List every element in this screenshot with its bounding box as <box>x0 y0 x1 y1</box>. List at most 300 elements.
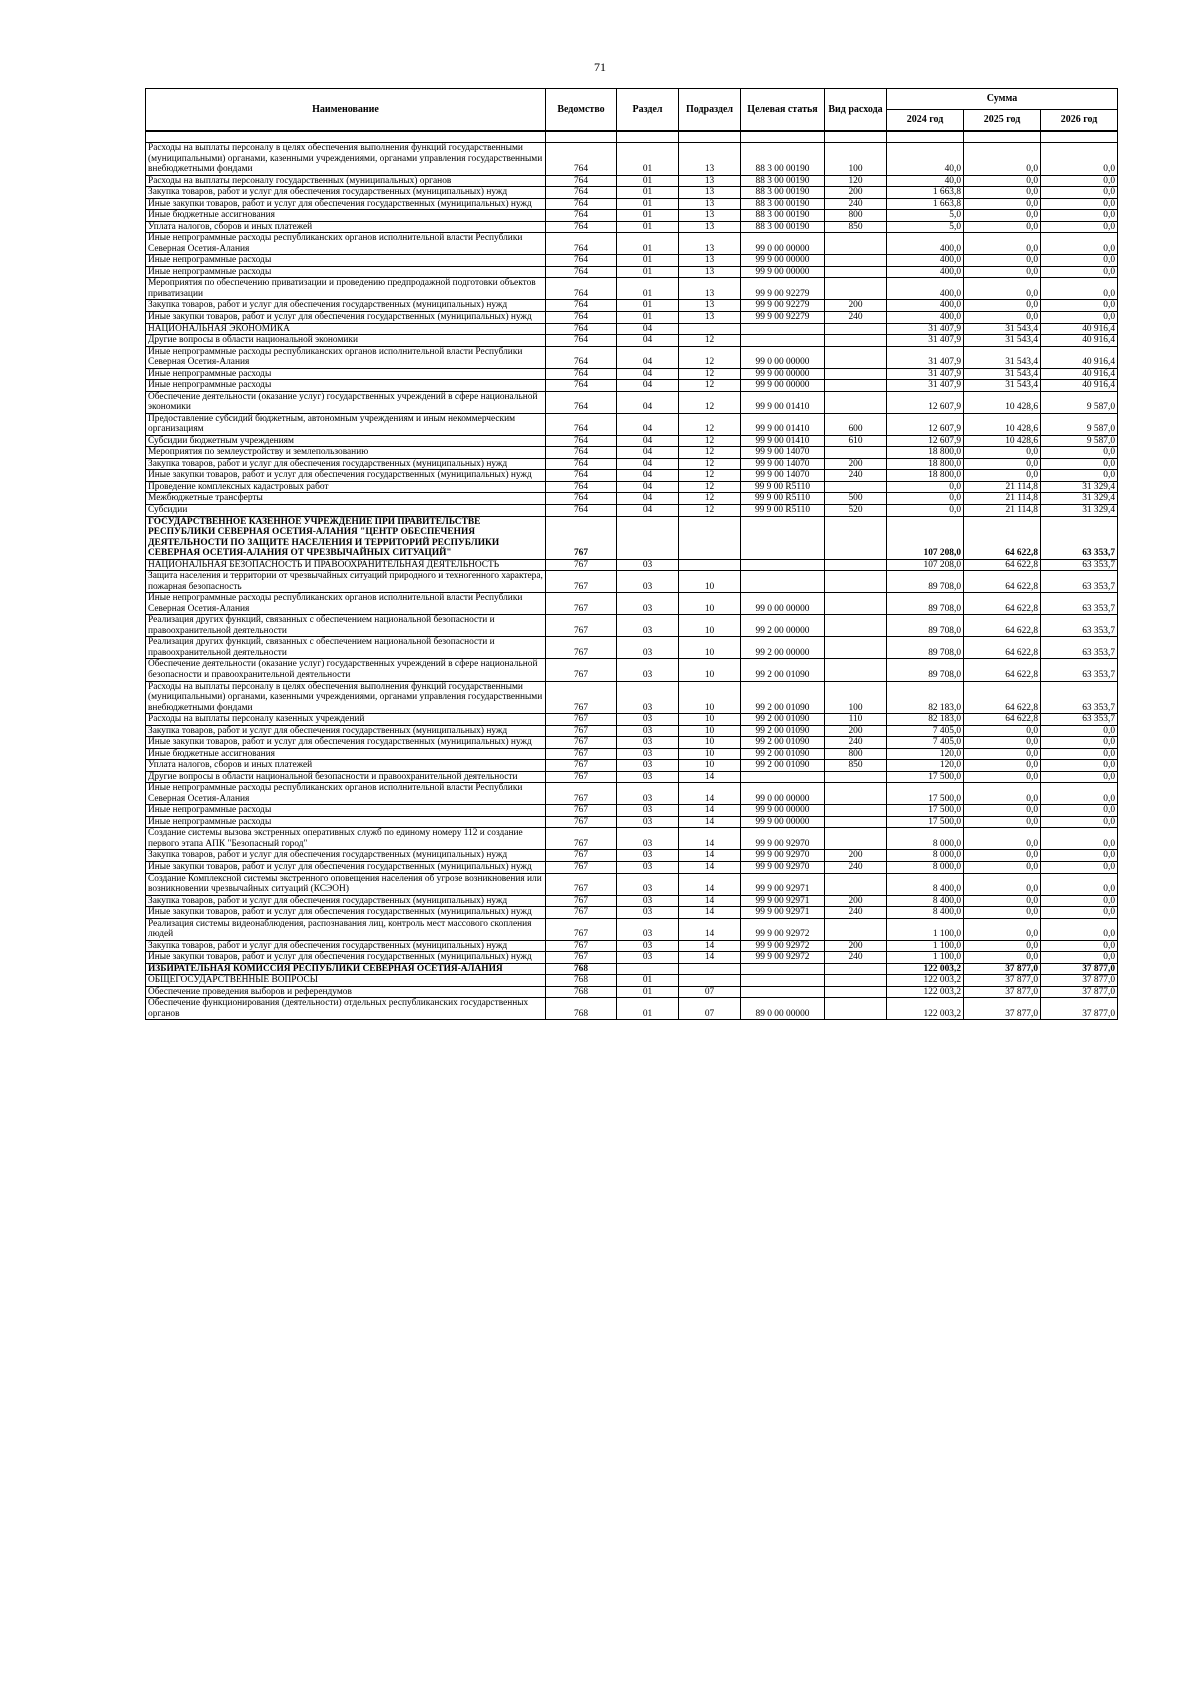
row-section: 01 <box>617 221 679 233</box>
table-row <box>146 816 1118 828</box>
row-name: Создание Комплексной системы экстренного оповещения населения об угрозе возникновения или возникновении чрезвычайных ситуаций (КСЭОН) <box>146 873 546 895</box>
row-section: 01 <box>617 975 679 987</box>
row-subsection: 14 <box>679 907 741 919</box>
row-section: 03 <box>617 748 679 760</box>
row-name: Реализация других функций, связанных с обеспечением национальной безопасности и правоохранительной деятельности <box>146 637 546 659</box>
row-sum-2024: 400,0 <box>887 278 964 300</box>
row-sum-2025: 0,0 <box>964 300 1041 312</box>
row-section: 01 <box>617 143 679 176</box>
row-name: Субсидии <box>146 505 546 517</box>
row-dept: 767 <box>546 940 617 952</box>
row-target: 99 9 00 00000 <box>741 368 825 380</box>
table-row <box>146 737 1118 749</box>
row-sum-2024: 400,0 <box>887 311 964 323</box>
row-exp-type <box>825 637 887 659</box>
row-section: 01 <box>617 198 679 210</box>
row-dept: 767 <box>546 571 617 593</box>
row-sum-2024: 1 663,8 <box>887 198 964 210</box>
row-subsection: 10 <box>679 637 741 659</box>
row-name: Закупка товаров, работ и услуг для обеспечения государственных (муниципальных) нужд <box>146 725 546 737</box>
table-row <box>146 458 1118 470</box>
row-exp-type: 200 <box>825 850 887 862</box>
row-target: 99 2 00 00000 <box>741 637 825 659</box>
row-section <box>617 516 679 559</box>
row-section: 04 <box>617 346 679 368</box>
row-sum-2025: 64 622,8 <box>964 714 1041 726</box>
row-sum-2026: 0,0 <box>1041 828 1118 850</box>
row-exp-type <box>825 593 887 615</box>
table-row <box>146 805 1118 817</box>
row-sum-2024: 122 003,2 <box>887 975 964 987</box>
row-name: Иные непрограммные расходы республиканских органов исполнительной власти Республики Северная Осетия-Алания <box>146 593 546 615</box>
row-subsection: 10 <box>679 659 741 681</box>
row-section: 03 <box>617 952 679 964</box>
row-name: Закупка товаров, работ и услуг для обеспечения государственных (муниципальных) нужд <box>146 187 546 199</box>
row-exp-type <box>825 873 887 895</box>
row-sum-2025: 0,0 <box>964 470 1041 482</box>
row-target: 99 9 00 92970 <box>741 850 825 862</box>
row-sum-2024: 8 000,0 <box>887 850 964 862</box>
row-sum-2025: 31 543,4 <box>964 380 1041 392</box>
row-sum-2026: 40 916,4 <box>1041 380 1118 392</box>
row-dept: 764 <box>546 505 617 517</box>
row-sum-2024: 8 400,0 <box>887 907 964 919</box>
row-sum-2026: 0,0 <box>1041 816 1118 828</box>
row-sum-2025: 0,0 <box>964 907 1041 919</box>
row-subsection: 12 <box>679 481 741 493</box>
row-subsection: 10 <box>679 737 741 749</box>
row-section: 03 <box>617 940 679 952</box>
table-row <box>146 862 1118 874</box>
row-subsection: 14 <box>679 805 741 817</box>
row-name: ОБЩЕГОСУДАРСТВЕННЫЕ ВОПРОСЫ <box>146 975 546 987</box>
row-target: 99 9 00 92972 <box>741 952 825 964</box>
row-sum-2024: 8 400,0 <box>887 895 964 907</box>
row-sum-2025: 37 877,0 <box>964 963 1041 975</box>
header-section: Раздел <box>617 89 679 132</box>
row-dept: 764 <box>546 346 617 368</box>
row-sum-2025: 0,0 <box>964 278 1041 300</box>
row-sum-2026: 0,0 <box>1041 300 1118 312</box>
row-subsection: 12 <box>679 493 741 505</box>
row-sum-2025: 0,0 <box>964 862 1041 874</box>
row-subsection <box>679 323 741 335</box>
row-dept: 764 <box>546 470 617 482</box>
row-dept: 764 <box>546 198 617 210</box>
row-sum-2026: 0,0 <box>1041 210 1118 222</box>
row-dept: 767 <box>546 907 617 919</box>
row-sum-2025: 64 622,8 <box>964 637 1041 659</box>
row-exp-type: 110 <box>825 714 887 726</box>
row-section: 03 <box>617 783 679 805</box>
row-dept: 767 <box>546 737 617 749</box>
row-dept: 768 <box>546 963 617 975</box>
row-sum-2025: 21 114,8 <box>964 493 1041 505</box>
row-sum-2026: 0,0 <box>1041 940 1118 952</box>
row-dept: 764 <box>546 323 617 335</box>
row-section: 03 <box>617 725 679 737</box>
row-sum-2026: 63 353,7 <box>1041 714 1118 726</box>
row-sum-2025: 0,0 <box>964 748 1041 760</box>
row-target: 99 0 00 00000 <box>741 783 825 805</box>
row-exp-type: 800 <box>825 748 887 760</box>
row-dept: 764 <box>546 300 617 312</box>
row-target: 99 2 00 01090 <box>741 681 825 714</box>
row-subsection: 13 <box>679 143 741 176</box>
row-sum-2026: 40 916,4 <box>1041 368 1118 380</box>
row-sum-2024: 17 500,0 <box>887 816 964 828</box>
row-dept: 767 <box>546 952 617 964</box>
row-sum-2026: 9 587,0 <box>1041 391 1118 413</box>
table-row <box>146 918 1118 940</box>
row-dept: 767 <box>546 516 617 559</box>
row-sum-2026: 63 353,7 <box>1041 593 1118 615</box>
row-target: 99 9 00 92279 <box>741 300 825 312</box>
row-section: 01 <box>617 210 679 222</box>
row-sum-2026: 37 877,0 <box>1041 998 1118 1020</box>
row-name: Предоставление субсидий бюджетным, автономным учреждениям и иным некоммерческим организациям <box>146 413 546 435</box>
row-sum-2026: 31 329,4 <box>1041 493 1118 505</box>
row-target: 99 2 00 01090 <box>741 659 825 681</box>
row-section: 03 <box>617 737 679 749</box>
table-row <box>146 940 1118 952</box>
row-subsection: 12 <box>679 447 741 459</box>
row-exp-type: 240 <box>825 737 887 749</box>
row-dept: 764 <box>546 413 617 435</box>
row-subsection: 13 <box>679 311 741 323</box>
row-subsection: 12 <box>679 435 741 447</box>
row-dept: 767 <box>546 748 617 760</box>
row-section: 03 <box>617 862 679 874</box>
row-exp-type <box>825 816 887 828</box>
row-sum-2025: 10 428,6 <box>964 391 1041 413</box>
row-exp-type <box>825 963 887 975</box>
row-exp-type <box>825 447 887 459</box>
row-section: 04 <box>617 470 679 482</box>
row-sum-2024: 107 208,0 <box>887 559 964 571</box>
row-target: 99 9 00 92970 <box>741 828 825 850</box>
row-name: Иные непрограммные расходы республиканских органов исполнительной власти Республики Северная Осетия-Алания <box>146 783 546 805</box>
table-row <box>146 571 1118 593</box>
row-section: 03 <box>617 559 679 571</box>
row-sum-2026: 0,0 <box>1041 198 1118 210</box>
table-row <box>146 593 1118 615</box>
row-subsection: 12 <box>679 470 741 482</box>
row-subsection: 14 <box>679 850 741 862</box>
row-sum-2025: 0,0 <box>964 940 1041 952</box>
row-subsection: 13 <box>679 175 741 187</box>
row-subsection: 14 <box>679 783 741 805</box>
row-sum-2026: 63 353,7 <box>1041 559 1118 571</box>
row-name: Создание системы вызова экстренных оперативных служб по единому номеру 112 и создание первого этапа АПК "Безопасный город" <box>146 828 546 850</box>
row-section: 03 <box>617 805 679 817</box>
row-dept: 764 <box>546 255 617 267</box>
row-sum-2026: 0,0 <box>1041 748 1118 760</box>
row-sum-2026: 0,0 <box>1041 907 1118 919</box>
row-name: Иные непрограммные расходы <box>146 380 546 392</box>
row-section: 03 <box>617 593 679 615</box>
row-exp-type <box>825 615 887 637</box>
row-target: 88 3 00 00190 <box>741 187 825 199</box>
row-name: Другие вопросы в области национальной экономики <box>146 335 546 347</box>
table-row <box>146 143 1118 176</box>
row-target <box>741 771 825 783</box>
row-exp-type <box>825 481 887 493</box>
row-exp-type: 240 <box>825 862 887 874</box>
row-sum-2026: 0,0 <box>1041 175 1118 187</box>
row-sum-2026: 0,0 <box>1041 850 1118 862</box>
row-name: Проведение комплексных кадастровых работ <box>146 481 546 493</box>
row-sum-2024: 7 405,0 <box>887 737 964 749</box>
row-sum-2025: 10 428,6 <box>964 413 1041 435</box>
row-sum-2026: 0,0 <box>1041 805 1118 817</box>
row-exp-type <box>825 391 887 413</box>
row-name: Иные непрограммные расходы <box>146 255 546 267</box>
row-target: 88 3 00 00190 <box>741 198 825 210</box>
table-row <box>146 998 1118 1020</box>
row-name: Иные закупки товаров, работ и услуг для обеспечения государственных (муниципальных) нужд <box>146 198 546 210</box>
row-sum-2025: 64 622,8 <box>964 516 1041 559</box>
row-sum-2024: 89 708,0 <box>887 593 964 615</box>
row-sum-2024: 5,0 <box>887 210 964 222</box>
row-sum-2026: 31 329,4 <box>1041 505 1118 517</box>
header-2025: 2025 год <box>964 110 1041 132</box>
row-sum-2026: 63 353,7 <box>1041 681 1118 714</box>
row-sum-2026: 0,0 <box>1041 221 1118 233</box>
row-sum-2025: 64 622,8 <box>964 593 1041 615</box>
row-dept: 767 <box>546 873 617 895</box>
row-subsection: 10 <box>679 760 741 772</box>
row-dept: 767 <box>546 771 617 783</box>
row-exp-type: 800 <box>825 210 887 222</box>
row-subsection: 12 <box>679 458 741 470</box>
row-name: Расходы на выплаты персоналу в целях обеспечения выполнения функций государственными (муниципальными) органами, казенными учреждениями, органами управления государственными внебюджетными фондами <box>146 143 546 176</box>
row-name: Обеспечение проведения выборов и референдумов <box>146 986 546 998</box>
row-dept: 764 <box>546 380 617 392</box>
row-sum-2024: 1 100,0 <box>887 918 964 940</box>
row-sum-2025: 0,0 <box>964 828 1041 850</box>
row-dept: 767 <box>546 828 617 850</box>
row-dept: 764 <box>546 447 617 459</box>
row-target: 99 0 00 00000 <box>741 593 825 615</box>
row-sum-2025: 0,0 <box>964 918 1041 940</box>
row-sum-2025: 10 428,6 <box>964 435 1041 447</box>
table-row <box>146 447 1118 459</box>
row-dept: 768 <box>546 986 617 998</box>
row-sum-2024: 400,0 <box>887 300 964 312</box>
row-dept: 764 <box>546 481 617 493</box>
row-section: 03 <box>617 771 679 783</box>
table-row <box>146 725 1118 737</box>
row-section: 01 <box>617 255 679 267</box>
row-subsection: 13 <box>679 198 741 210</box>
row-exp-type <box>825 323 887 335</box>
row-section: 01 <box>617 300 679 312</box>
row-subsection: 12 <box>679 413 741 435</box>
table-row <box>146 221 1118 233</box>
row-exp-type: 600 <box>825 413 887 435</box>
row-subsection: 13 <box>679 187 741 199</box>
row-name: Реализация системы видеонаблюдения, распознавания лиц, контроль мест массового скопления людей <box>146 918 546 940</box>
row-sum-2024: 17 500,0 <box>887 783 964 805</box>
row-name: Закупка товаров, работ и услуг для обеспечения государственных (муниципальных) нужд <box>146 940 546 952</box>
row-target: 99 9 00 14070 <box>741 447 825 459</box>
table-row <box>146 637 1118 659</box>
row-sum-2025: 0,0 <box>964 952 1041 964</box>
row-sum-2026: 31 329,4 <box>1041 481 1118 493</box>
row-sum-2026: 0,0 <box>1041 760 1118 772</box>
row-exp-type: 120 <box>825 175 887 187</box>
row-target <box>741 559 825 571</box>
row-dept: 767 <box>546 816 617 828</box>
row-sum-2025: 37 877,0 <box>964 986 1041 998</box>
header-sum: Сумма <box>887 89 1118 110</box>
row-sum-2024: 18 800,0 <box>887 458 964 470</box>
row-exp-type <box>825 233 887 255</box>
row-sum-2026: 0,0 <box>1041 771 1118 783</box>
row-sum-2024: 1 100,0 <box>887 940 964 952</box>
row-subsection: 12 <box>679 391 741 413</box>
table-row <box>146 516 1118 559</box>
table-row <box>146 952 1118 964</box>
row-sum-2024: 120,0 <box>887 748 964 760</box>
row-name: Иные бюджетные ассигнования <box>146 748 546 760</box>
row-target: 88 3 00 00190 <box>741 210 825 222</box>
row-target: 99 2 00 01090 <box>741 737 825 749</box>
row-subsection: 14 <box>679 895 741 907</box>
row-section: 04 <box>617 323 679 335</box>
row-sum-2026: 63 353,7 <box>1041 659 1118 681</box>
row-sum-2026: 0,0 <box>1041 952 1118 964</box>
row-section: 03 <box>617 918 679 940</box>
row-target: 99 9 00 92279 <box>741 311 825 323</box>
row-exp-type: 240 <box>825 470 887 482</box>
row-sum-2026: 9 587,0 <box>1041 413 1118 435</box>
header-dept: Ведомство <box>546 89 617 132</box>
row-dept: 767 <box>546 760 617 772</box>
row-exp-type <box>825 986 887 998</box>
row-exp-type <box>825 368 887 380</box>
row-name: Уплата налогов, сборов и иных платежей <box>146 221 546 233</box>
row-sum-2025: 0,0 <box>964 816 1041 828</box>
row-sum-2026: 40 916,4 <box>1041 346 1118 368</box>
header-subsection: Подраздел <box>679 89 741 132</box>
row-sum-2026: 37 877,0 <box>1041 986 1118 998</box>
table-row <box>146 850 1118 862</box>
row-dept: 764 <box>546 458 617 470</box>
row-sum-2024: 122 003,2 <box>887 963 964 975</box>
row-name: Иные закупки товаров, работ и услуг для обеспечения государственных (муниципальных) нужд <box>146 311 546 323</box>
row-subsection: 14 <box>679 816 741 828</box>
row-section <box>617 963 679 975</box>
row-sum-2024: 0,0 <box>887 505 964 517</box>
row-dept: 764 <box>546 435 617 447</box>
row-exp-type <box>825 255 887 267</box>
row-sum-2024: 122 003,2 <box>887 986 964 998</box>
row-section: 03 <box>617 681 679 714</box>
row-target: 99 2 00 01090 <box>741 725 825 737</box>
budget-body <box>146 143 1118 1020</box>
row-sum-2025: 0,0 <box>964 783 1041 805</box>
row-sum-2024: 8 400,0 <box>887 873 964 895</box>
row-target: 88 3 00 00190 <box>741 221 825 233</box>
row-target: 99 2 00 00000 <box>741 615 825 637</box>
row-sum-2025: 31 543,4 <box>964 368 1041 380</box>
row-sum-2025: 0,0 <box>964 805 1041 817</box>
row-name: Иные закупки товаров, работ и услуг для обеспечения государственных (муниципальных) нужд <box>146 862 546 874</box>
table-row <box>146 175 1118 187</box>
row-name: Расходы на выплаты персоналу в целях обеспечения выполнения функций государственными (муниципальными) органами, казенными учреждениями, органами управления государственными внебюджетными фондами <box>146 681 546 714</box>
row-target: 99 2 00 01090 <box>741 760 825 772</box>
row-section: 04 <box>617 435 679 447</box>
row-exp-type <box>825 805 887 817</box>
row-target: 99 9 00 92279 <box>741 278 825 300</box>
row-dept: 764 <box>546 493 617 505</box>
row-sum-2026: 0,0 <box>1041 143 1118 176</box>
table-row <box>146 278 1118 300</box>
row-dept: 767 <box>546 805 617 817</box>
row-section: 03 <box>617 850 679 862</box>
row-sum-2024: 18 800,0 <box>887 447 964 459</box>
row-exp-type: 240 <box>825 198 887 210</box>
row-target <box>741 335 825 347</box>
header-2024: 2024 год <box>887 110 964 132</box>
row-dept: 767 <box>546 918 617 940</box>
row-dept: 768 <box>546 975 617 987</box>
table-row <box>146 266 1118 278</box>
row-target: 99 9 00 00000 <box>741 255 825 267</box>
row-sum-2024: 17 500,0 <box>887 771 964 783</box>
row-name: Субсидии бюджетным учреждениям <box>146 435 546 447</box>
row-dept: 764 <box>546 175 617 187</box>
table-row <box>146 435 1118 447</box>
table-row <box>146 413 1118 435</box>
row-exp-type: 100 <box>825 143 887 176</box>
row-exp-type: 200 <box>825 895 887 907</box>
table-row <box>146 828 1118 850</box>
row-target: 99 9 00 92971 <box>741 895 825 907</box>
row-target: 99 9 00 00000 <box>741 816 825 828</box>
row-sum-2025: 0,0 <box>964 143 1041 176</box>
row-target: 89 0 00 00000 <box>741 998 825 1020</box>
row-name: Иные закупки товаров, работ и услуг для обеспечения государственных (муниципальных) нужд <box>146 470 546 482</box>
row-sum-2025: 37 877,0 <box>964 998 1041 1020</box>
row-subsection: 10 <box>679 748 741 760</box>
row-dept: 767 <box>546 593 617 615</box>
row-target: 99 2 00 01090 <box>741 714 825 726</box>
row-target: 88 3 00 00190 <box>741 143 825 176</box>
header-target: Целевая статья <box>741 89 825 132</box>
table-row <box>146 391 1118 413</box>
table-row <box>146 481 1118 493</box>
row-subsection: 14 <box>679 771 741 783</box>
row-exp-type <box>825 918 887 940</box>
row-section: 01 <box>617 266 679 278</box>
row-dept: 764 <box>546 368 617 380</box>
row-target: 99 0 00 00000 <box>741 346 825 368</box>
row-subsection: 12 <box>679 346 741 368</box>
row-subsection <box>679 559 741 571</box>
table-row <box>146 559 1118 571</box>
row-sum-2025: 64 622,8 <box>964 559 1041 571</box>
row-sum-2024: 31 407,9 <box>887 335 964 347</box>
row-name: Мероприятия по землеустройству и землепользованию <box>146 447 546 459</box>
row-name: ГОСУДАРСТВЕННОЕ КАЗЕННОЕ УЧРЕЖДЕНИЕ ПРИ ПРАВИТЕЛЬСТВЕ РЕСПУБЛИКИ СЕВЕРНАЯ ОСЕТИЯ-АЛАНИЯ "ЦЕНТР ОБЕСПЕЧЕНИЯ ДЕЯТЕЛЬНОСТИ ПО ЗАЩИТЕ НАСЕЛЕНИЯ И ТЕРРИТОРИЙ РЕСПУБЛИКИ СЕВЕРНАЯ ОСЕТИЯ-АЛАНИЯ ОТ ЧРЕЗВЫЧАЙНЫХ СИТУАЦИЙ" <box>146 516 546 559</box>
row-sum-2024: 0,0 <box>887 493 964 505</box>
row-exp-type: 200 <box>825 940 887 952</box>
table-row <box>146 681 1118 714</box>
row-sum-2026: 9 587,0 <box>1041 435 1118 447</box>
